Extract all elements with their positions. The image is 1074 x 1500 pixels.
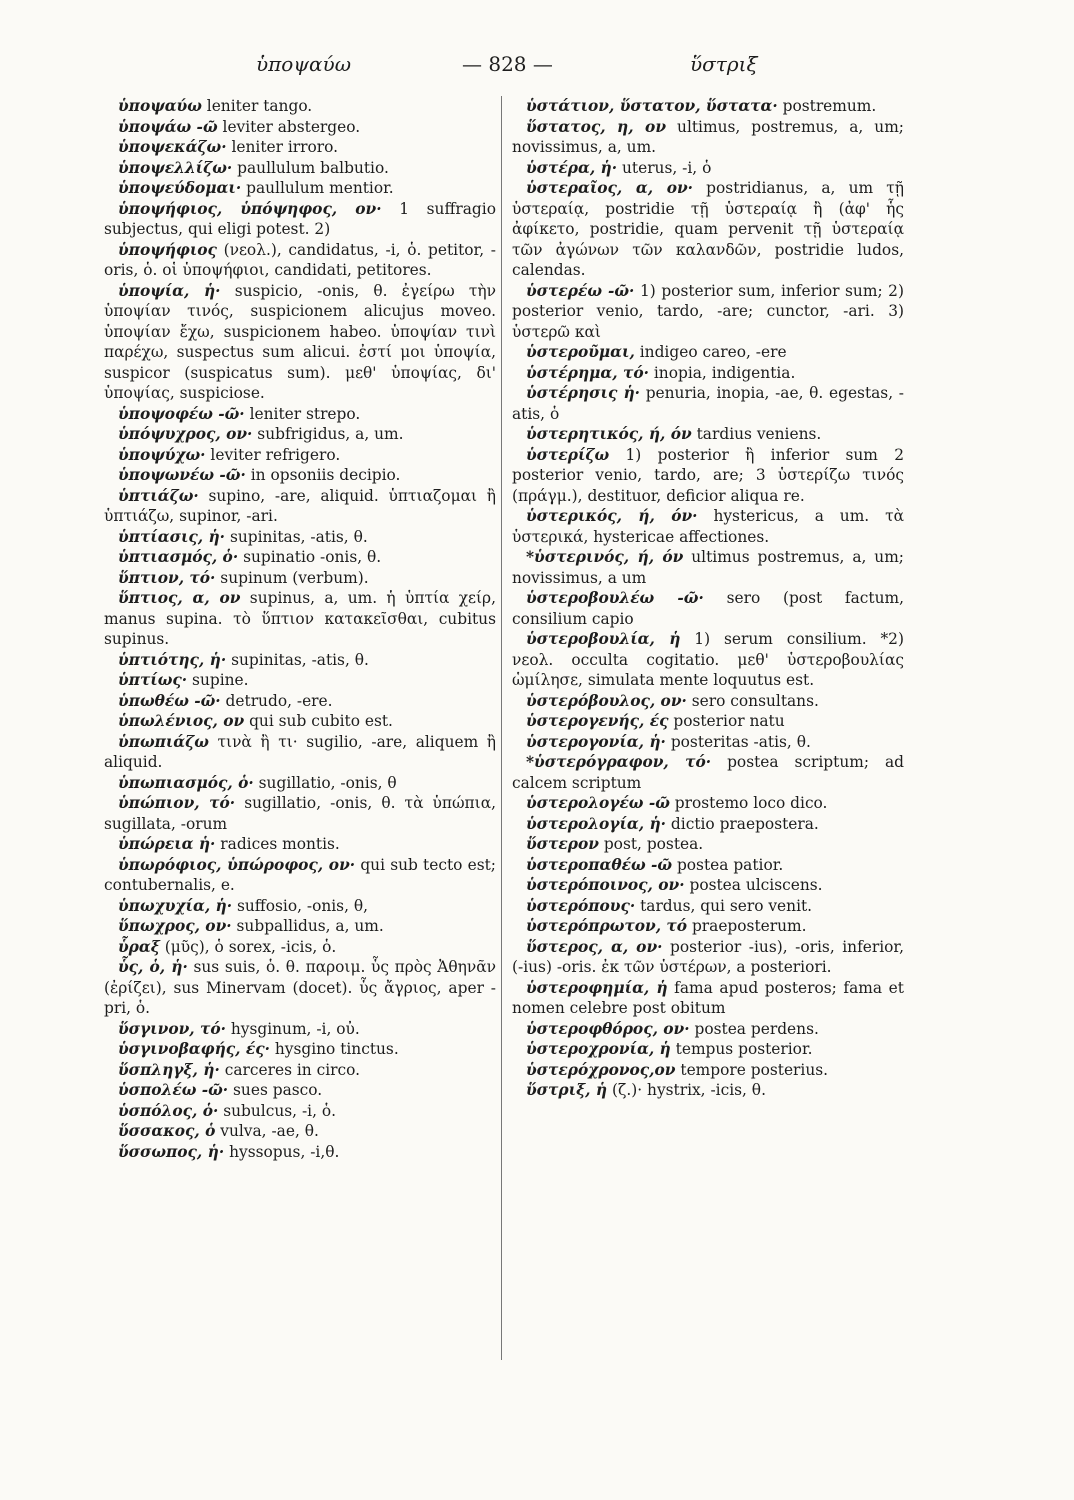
entry-definition: in opsoniis decipio. xyxy=(250,466,401,484)
dictionary-entry xyxy=(104,834,496,855)
entry-definition: subpallidus, a, um. xyxy=(236,917,384,935)
dictionary-entry xyxy=(104,1101,496,1122)
entry-headword: ὑστεροφημία, ἡ xyxy=(526,978,668,997)
dictionary-entry xyxy=(512,978,904,1019)
entry-definition: hyssopus, -i,θ. xyxy=(229,1142,340,1161)
entry-definition: supinus, a, um. ἡ ὑπτία χείρ, manus supina. τὸ ὕπτιον κατακεῖσθαι, cubitus supinus. xyxy=(104,589,496,648)
dictionary-entry xyxy=(104,916,496,937)
entry-definition: leniter tango. xyxy=(206,97,313,115)
entry-definition: supine. xyxy=(192,671,249,689)
entry-headword: *ὑστερόγραφον, τό· xyxy=(526,753,712,771)
entry-definition: 1) posterior sum, inferior sum; 2) posterior venio, tardo, -are; cunctor, -ari. 3) ὑστερῶ καὶ xyxy=(512,281,904,341)
entry-definition: sugillatio, -onis, θ xyxy=(258,773,397,792)
dictionary-entry xyxy=(104,588,496,650)
dictionary-entry xyxy=(512,896,904,917)
dictionary-entry xyxy=(104,773,496,794)
dictionary-entry xyxy=(104,404,496,425)
dictionary-entry xyxy=(512,178,904,281)
entry-definition: tempore posterius. xyxy=(680,1060,829,1079)
entry-definition: leniter irroro. xyxy=(231,138,339,156)
dictionary-entry xyxy=(104,1060,496,1081)
dictionary-entry xyxy=(512,814,904,835)
dictionary-entry xyxy=(512,1039,904,1060)
dictionary-entry xyxy=(104,1121,496,1142)
entry-headword: ὕπτιον, τό· xyxy=(118,568,216,587)
entry-headword: ὕσγινον, τό· xyxy=(118,1019,226,1038)
entry-headword: ὑστερίζω xyxy=(526,445,610,464)
dictionary-entry xyxy=(104,117,496,138)
entry-definition: hysgino tinctus. xyxy=(274,1040,399,1058)
dictionary-entry xyxy=(512,117,904,158)
entry-definition: hystericus, a um. τὰ ὑστερικά, hystericae affectiones. xyxy=(512,507,904,546)
header-first-word: ὑποψαύω xyxy=(256,52,351,76)
entry-definition: subfrigidus, a, um. xyxy=(257,425,404,443)
entry-headword: ὑπωπιασμός, ὁ· xyxy=(118,773,254,792)
entry-headword: ὑσπολέω -ῶ· xyxy=(118,1081,229,1099)
entry-definition: carceres in circo. xyxy=(224,1060,361,1079)
entry-headword: ὑστεροπαθέω -ῶ xyxy=(526,855,673,874)
entry-headword: ὑποψάω -ῶ xyxy=(118,117,218,136)
dictionary-entry xyxy=(104,424,496,445)
right-column xyxy=(512,96,904,1101)
dictionary-entry xyxy=(512,424,904,445)
entry-headword: ὑστεραῖος, α, ον· xyxy=(526,179,694,197)
dictionary-entry xyxy=(104,1039,496,1060)
header-last-word: ὕστριξ xyxy=(690,52,758,76)
dictionary-entry xyxy=(104,445,496,466)
dictionary-entry xyxy=(104,957,496,1019)
entry-definition: sues pasco. xyxy=(233,1081,323,1099)
entry-headword: ὕπτιος, α, ον xyxy=(118,589,241,607)
dictionary-entry xyxy=(512,875,904,896)
entry-headword: ὑστερέω -ῶ· xyxy=(526,281,635,300)
entry-headword: ὑστερόχρονος,ον xyxy=(526,1060,676,1079)
entry-headword: ὑποψεύδομαι· xyxy=(118,179,242,197)
entry-headword: ὑστερόπους· xyxy=(526,896,636,915)
entry-definition: postea patior. xyxy=(676,855,784,874)
entry-definition: sugillatio, -onis, θ. τὰ ὑπώπια, sugillata, -orum xyxy=(104,794,496,833)
entry-headword: ὑστεροφθόρος, ον· xyxy=(526,1019,690,1038)
entry-definition: qui sub cubito est. xyxy=(249,712,393,730)
entry-definition: supinatio -onis, θ. xyxy=(243,548,382,566)
entry-definition: sero (post factum, consilium capio xyxy=(512,589,904,628)
entry-headword: *ὑστερινός, ή, όν xyxy=(526,548,684,566)
dictionary-entry xyxy=(512,711,904,732)
entry-headword: ὑποψία, ἡ· xyxy=(118,281,221,300)
entry-headword: ὑπώρεια ἡ· xyxy=(118,835,216,853)
dictionary-entry xyxy=(104,96,496,117)
dictionary-entry xyxy=(512,281,904,343)
dictionary-entry xyxy=(512,855,904,876)
entry-definition: (μῦς), ὁ sorex, -icis, ὁ. xyxy=(164,937,337,956)
dictionary-entry xyxy=(104,691,496,712)
entry-headword: ὑπωλένιος, ον xyxy=(118,712,245,730)
entry-definition: posteritas -atis, θ. xyxy=(670,732,811,751)
entry-definition: penuria, inopia, -ae, θ. egestas, -atis, ὁ xyxy=(512,384,904,423)
entry-headword: ὑπτιότης, ἡ· xyxy=(118,650,227,669)
dictionary-entry xyxy=(512,342,904,363)
entry-definition: fama apud posteros; fama et nomen celebre post obitum xyxy=(512,978,904,1017)
entry-definition: supino, -are, aliquid. ὑπτιαζομαι ἢ ὑπτιάζω, supinor, -ari. xyxy=(104,486,496,525)
entry-definition: 1) serum consilium. *2) νεολ. occulta cogitatio. μεθ' ὑστεροβουλίας ὡμίλησε, simulata mente loquutus est. xyxy=(512,630,904,689)
entry-headword: ὑσπόλος, ὁ· xyxy=(118,1101,219,1120)
dictionary-entry xyxy=(104,650,496,671)
dictionary-entry xyxy=(104,178,496,199)
entry-definition: sus suis, ὁ. θ. παροιμ. ὗς πρὸς Ἀθηνᾶν (ἐρίζει), sus Minervam (docet). ὗς ἄγριος, aper -pri, ὁ. xyxy=(104,958,497,1017)
dictionary-entry xyxy=(512,547,904,588)
entry-headword: ὕστατος, η, ον xyxy=(526,117,667,136)
dictionary-entry xyxy=(104,1019,496,1040)
entry-headword: ὑπτιάζω· xyxy=(118,486,199,505)
dictionary-entry xyxy=(512,629,904,691)
dictionary-entry xyxy=(104,896,496,917)
entry-headword: ὑποψύχω· xyxy=(118,445,206,464)
entry-definition: ultimus, postremus, a, um; novissimus, a, um. xyxy=(512,117,904,156)
entry-headword: ὑστερολογέω -ῶ xyxy=(526,794,670,812)
entry-definition: vulva, -ae, θ. xyxy=(220,1122,319,1140)
entry-headword: ὑποψήφιος, ὑπόψηφος, ον· xyxy=(118,199,382,218)
dictionary-entry xyxy=(104,527,496,548)
dictionary-entry xyxy=(512,732,904,753)
dictionary-entry xyxy=(512,834,904,855)
entry-headword: ὑστεροῦμαι, xyxy=(526,343,635,361)
entry-headword: ὑποψεκάζω· xyxy=(118,138,227,156)
dictionary-entry xyxy=(104,670,496,691)
entry-headword: ὑπωθέω -ῶ· xyxy=(118,691,221,710)
entry-headword: ὑποψοφέω -ῶ· xyxy=(118,404,245,423)
page-number: — 828 — xyxy=(462,52,553,76)
entry-definition: supinitas, -atis, θ. xyxy=(231,650,369,669)
entry-headword: ὑστερόποινος, ον· xyxy=(526,876,685,894)
entry-definition: tardius veniens. xyxy=(696,425,822,443)
dictionary-entry xyxy=(512,916,904,937)
dictionary-entry xyxy=(512,793,904,814)
entry-definition: sero consultans. xyxy=(691,691,819,710)
entry-headword: ὑστερογενής, ές xyxy=(526,712,669,730)
dictionary-entry xyxy=(512,383,904,424)
entry-headword: ὑστέρημα, τό· xyxy=(526,363,649,382)
entry-definition: dictio praepostera. xyxy=(670,814,819,833)
entry-definition: 1 suffragio subjectus, qui eligi potest. 2) xyxy=(104,199,496,238)
entry-definition: radices montis. xyxy=(220,835,340,853)
entry-headword: ὑποψήφιος xyxy=(118,240,217,259)
dictionary-entry xyxy=(512,158,904,179)
entry-headword: ὕσσακος, ὁ xyxy=(118,1122,216,1140)
entry-headword: ὗς, ὁ, ἡ· xyxy=(118,958,188,976)
entry-headword: ὑποψελλίζω· xyxy=(118,158,233,177)
entry-headword: ὑστερογονία, ἡ· xyxy=(526,732,666,751)
entry-definition: prostemo loco dico. xyxy=(674,794,828,812)
entry-definition: tempus posterior. xyxy=(675,1040,813,1058)
entry-headword: ὑσγινοβαφής, ές· xyxy=(118,1040,270,1058)
entry-definition: supinitas, -atis, θ. xyxy=(229,527,368,546)
entry-headword: ὑπόψυχρος, ον· xyxy=(118,425,253,443)
dictionary-entry xyxy=(104,568,496,589)
entry-definition: (ζ.)· hystrix, -icis, θ. xyxy=(612,1081,766,1099)
entry-headword: ὑστέρησις ἡ· xyxy=(526,384,641,402)
entry-definition: suffosio, -onis, θ, xyxy=(236,896,369,915)
entry-definition: uterus, -i, ὁ xyxy=(622,158,712,177)
entry-definition: paullulum mentior. xyxy=(246,179,394,197)
entry-definition: tardus, qui sero venit. xyxy=(640,896,813,915)
dictionary-entry xyxy=(104,486,496,527)
entry-headword: ὑπτιασμός, ὁ· xyxy=(118,548,239,566)
entry-headword: ὑπωχυχία, ἡ· xyxy=(118,896,233,915)
entry-definition: suspicio, -onis, θ. ἐγείρω τὴν ὑποψίαν τινός, suspicionem alicujus moveo. ὑποψίαν ἔχω, suspicionem habeo. ὑποψίαν τινὶ παρέχω, suspectus sum alicui. ἐστί μοι ὑποψία, suspicor (suspicatus sum). μεθ' ὑποψίας, δι' ὑποψίας, suspiciose. xyxy=(104,281,496,402)
entry-headword: ὕστερον xyxy=(526,835,599,853)
dictionary-entry xyxy=(104,137,496,158)
entry-definition: posterior -ius), -oris, inferior, (-ius) -oris. ἐκ τῶν ὑστέρων, a posteriori. xyxy=(512,937,904,976)
dictionary-entry xyxy=(104,711,496,732)
entry-headword: ὑστερικός, ή, όν· xyxy=(526,507,698,525)
entry-definition: hysginum, -i, οὐ. xyxy=(230,1019,360,1038)
entry-definition: detrudo, -ere. xyxy=(225,691,333,710)
entry-definition: post, postea. xyxy=(603,835,704,853)
entry-headword: ὑπωπιάζω xyxy=(118,732,209,751)
dictionary-entry xyxy=(104,1142,496,1163)
entry-headword: ὕσσωπος, ἡ· xyxy=(118,1142,225,1161)
entry-headword: ὑστερολογία, ἡ· xyxy=(526,814,667,833)
entry-headword: ὑστερόβουλος, ον· xyxy=(526,691,687,710)
entry-definition: 1) posterior ἢ inferior sum 2 posterior venio, tardo, are; 3 ὑστερίζω τινός (πράγμ.), destituor, deficior aliqua re. xyxy=(512,445,904,505)
dictionary-entry xyxy=(104,937,496,958)
entry-definition: leviter abstergeo. xyxy=(222,117,361,136)
entry-headword: ὑστεροχρονία, ἡ xyxy=(526,1040,671,1058)
entry-headword: ὑπωρόφιος, ὑπώροφος, ον· xyxy=(118,855,356,874)
entry-definition: τινὰ ἢ τι· sugilio, -are, aliquem ἢ aliquid. xyxy=(104,732,496,771)
entry-headword: ὑποψωνέω -ῶ· xyxy=(118,466,246,484)
entry-definition: postridianus, a, um τῇ ὑστεραίᾳ, postridie τῇ ὑστεραίᾳ ἢ (ἀφ' ἧς ἀφίκετο, postridie, quam pervenit τῇ ὑστεραίᾳ τῶν ἀγώνων τῶν καλανδῶν, postridie ludos, calendas. xyxy=(512,179,904,279)
entry-headword: ὑπώπιον, τό· xyxy=(118,794,236,812)
entry-definition: postea ulciscens. xyxy=(689,876,823,894)
entry-definition: postea perdens. xyxy=(694,1019,819,1038)
dictionary-entry xyxy=(512,1019,904,1040)
entry-headword: ὑπτίασις, ἡ· xyxy=(118,527,226,546)
entry-headword: ὑστεροβουλία, ἡ xyxy=(526,630,681,648)
dictionary-entry xyxy=(512,363,904,384)
dictionary-entry xyxy=(104,793,496,834)
entry-headword: ὑστεροβουλέω -ῶ· xyxy=(526,589,704,607)
entry-definition: posterior natu xyxy=(673,712,785,730)
entry-headword: ὕσπληγξ, ἡ· xyxy=(118,1060,220,1079)
entry-definition: praeposterum. xyxy=(691,917,807,935)
column-divider xyxy=(501,96,502,1360)
entry-definition: qui sub tecto est; contubernalis, e. xyxy=(104,855,496,894)
dictionary-entry xyxy=(512,752,904,793)
dictionary-entry xyxy=(104,855,496,896)
entry-headword: ὕστερος, α, ον· xyxy=(526,937,663,956)
entry-definition: ultimus postremus, a, um; novissimus, a um xyxy=(512,548,904,587)
page-header xyxy=(0,44,1074,84)
entry-definition: postea scriptum; ad calcem scriptum xyxy=(512,753,904,792)
dictionary-entry xyxy=(104,465,496,486)
dictionary-entry xyxy=(512,445,904,507)
entry-definition: postremum. xyxy=(782,97,877,115)
entry-definition: indigeo careo, -ere xyxy=(639,343,787,361)
entry-definition: leniter strepo. xyxy=(249,404,361,423)
dictionary-entry xyxy=(512,1080,904,1101)
entry-definition: leviter refrigero. xyxy=(210,445,341,464)
entry-definition: inopia, indigentia. xyxy=(653,363,796,382)
dictionary-entry xyxy=(104,240,496,281)
entry-headword: ὕστριξ, ἡ xyxy=(526,1081,608,1099)
entry-headword: ὑπτίως· xyxy=(118,671,188,689)
dictionary-entry xyxy=(104,281,496,404)
left-column xyxy=(104,96,496,1162)
entry-headword: ὕπωχρος, ον· xyxy=(118,917,232,935)
dictionary-entry xyxy=(512,588,904,629)
entry-headword: ὑστερητικός, ή, όν xyxy=(526,425,692,443)
dictionary-entry xyxy=(512,1060,904,1081)
dictionary-entry xyxy=(104,732,496,773)
dictionary-entry xyxy=(512,96,904,117)
dictionary-entry xyxy=(104,199,496,240)
dictionary-entry xyxy=(104,158,496,179)
entry-headword: ὑστερόπρωτον, τό xyxy=(526,917,688,935)
dictionary-entry xyxy=(512,937,904,978)
entry-headword: ὑποψαύω xyxy=(118,97,202,115)
entry-definition: supinum (verbum). xyxy=(220,568,369,587)
entry-definition: subulcus, -i, ὁ. xyxy=(223,1101,337,1120)
entry-definition: (νεολ.), candidatus, -i, ὁ. petitor, -oris, ὁ. οἱ ὑποψήφιοι, candidati, petitores. xyxy=(104,240,496,279)
dictionary-entry xyxy=(512,506,904,547)
entry-headword: ὗραξ xyxy=(118,937,160,956)
dictionary-entry xyxy=(512,691,904,712)
dictionary-entry xyxy=(104,1080,496,1101)
dictionary-entry xyxy=(104,547,496,568)
entry-definition: paullulum balbutio. xyxy=(237,158,389,177)
entry-headword: ὑστάτιον, ὕστατον, ὕστατα· xyxy=(526,97,778,115)
entry-headword: ὑστέρα, ἡ· xyxy=(526,158,618,177)
